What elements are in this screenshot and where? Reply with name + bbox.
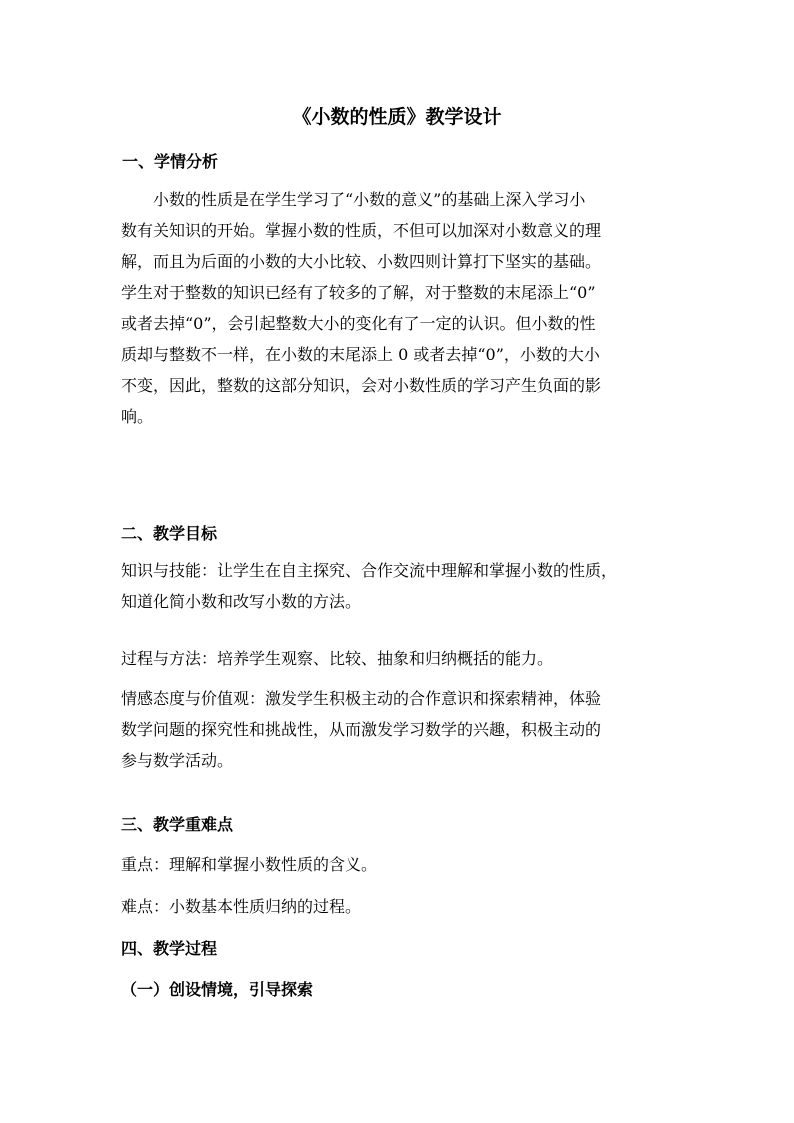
paragraph-line: 知道化简小数和改写小数的方法。: [121, 592, 362, 611]
paragraph-line: 质却与整数不一样，在小数的末尾添上 0 或者去掉“0”，小数的大小: [121, 345, 600, 364]
paragraph-line: 响。: [121, 407, 154, 426]
paragraph-line: 学生对于整数的知识已经有了较多的了解，对于整数的末尾添上“0”: [121, 283, 596, 302]
paragraph-line: 情感态度与价值观：激发学生积极主动的合作意识和探索精神，体验: [121, 689, 602, 708]
paragraph-line: 不变，因此，整数的这部分知识，会对小数性质的学习产生负面的影: [121, 376, 602, 395]
goal-knowledge: [121, 555, 681, 617]
paragraph-line: 数学问题的探究性和挑战性，从而激发学习数学的兴趣，积极主动的: [121, 720, 602, 739]
key-point: 重点：理解和掌握小数性质的含义。: [121, 855, 378, 874]
paragraph-line: 知识与技能：让学生在自主探究、合作交流中理解和掌握小数的性质，: [121, 561, 618, 580]
goal-process: 过程与方法：培养学生观察、比较、抽象和归纳概括的能力。: [121, 649, 554, 668]
paragraph-line: 数有关知识的开始。掌握小数的性质，不但可以加深对小数意义的理: [121, 221, 602, 240]
section-heading-process: 四、教学过程: [121, 939, 218, 958]
paragraph-line: 或者去掉“0”，会引起整数大小的变化有了一定的认识。但小数的性: [121, 314, 596, 333]
section-heading-analysis: 一、学情分析: [122, 152, 219, 171]
paragraph-line: 参与数学活动。: [121, 751, 234, 770]
difficult-point: 难点：小数基本性质归纳的过程。: [121, 897, 362, 916]
subsection-heading: （一）创设情境，引导探索: [121, 980, 314, 999]
document-title: 《小数的性质》教学设计: [292, 106, 502, 128]
paragraph-line: 小数的性质是在学生学习了“小数的意义”的基础上深入学习小: [153, 190, 586, 209]
section-heading-keypoints: 三、教学重难点: [121, 815, 234, 834]
paragraph-line: 解，而且为后面的小数的大小比较、小数四则计算打下坚实的基础。: [121, 252, 602, 271]
goal-emotion: [121, 683, 681, 776]
analysis-paragraph: [121, 184, 681, 432]
section-heading-goals: 二、教学目标: [121, 524, 218, 543]
